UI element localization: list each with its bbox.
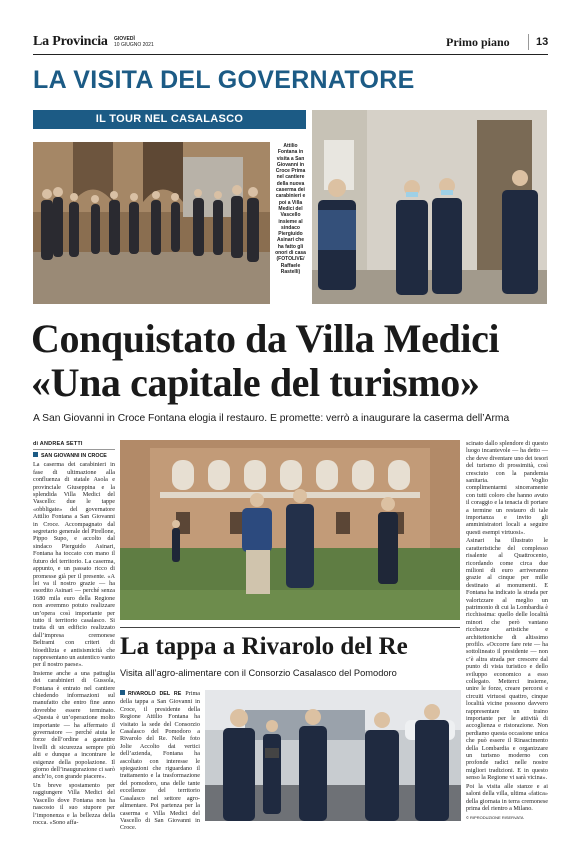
dateline-square-icon xyxy=(120,690,125,695)
byline-rule xyxy=(33,449,115,450)
dateline: SAN GIOVANNI IN CROCE xyxy=(41,453,107,459)
right-column xyxy=(466,440,548,835)
photo-caserma-visit xyxy=(33,142,270,304)
second-story-rule xyxy=(120,627,460,628)
photo-caption: Attilio Fontana in visita a San Giovanni in Croce Prima nel cantiere della nuova caserma dei carabinieri e poi a Villa Medici del Vascello insieme al sindaco Piergiuido Asinari che ha fatto gli onori di casa (FOTOLIVE/ Raffaele Rastelli) xyxy=(275,143,306,275)
photo-villa-door xyxy=(312,110,547,304)
page-number: 13 xyxy=(536,36,549,48)
second-story-text: Prima della tappa a San Giovanni in Croce, il presidente della Regione Attilio Fontana ha visitato la sede del Consorzio Casalasco del Pomodoro a Rivarolo del Re. Nelle foto Jolie Accolto dai vertici dell’azienda, Fontana ha ascoltato con interesse le spiegazioni che riguardano il trattamento e la trasformazione del pomodoro, una delle tante eccellenze del territorio Casalasco nel settore agro-alimentare. Poi partenza per la caserma e Villa Medici del Vascello di San Giovanni in Croce. xyxy=(120,690,200,832)
right-paragraph: scinato dallo splendore di questo luogo incantevole — ha detto — che deve diventare uno dei tesori del turismo di prossimità, così cresciuto con la pandemia sanitaria. Voglio complimentarmi sinceramente con tutti coloro che hanno avuto il coraggio e la tenacia di portare a termine un restauro di tale importanza e invito gli amministratori locali a seguire questi esempi virtuosi». xyxy=(466,440,548,536)
masthead-paper-name: La Provincia xyxy=(33,34,108,49)
second-story-title: La tappa a Rivarolo del Re xyxy=(120,633,408,660)
photo-villa-medici xyxy=(120,440,460,620)
subheadline: A San Giovanni in Croce Fontana elogia il restauro. E promette: verrò a inaugurare la caserma dell’Arma xyxy=(33,413,510,424)
section-name: Primo piano xyxy=(446,35,510,49)
dateline-square-icon xyxy=(33,452,38,457)
byline: di ANDREA SETTI xyxy=(33,441,83,447)
masthead-date: 10 GIUGNO 2021 xyxy=(114,42,154,48)
left-column xyxy=(33,452,115,830)
right-paragraph: Asinari ha illustrato le caratteristiche del complesso risalente al Quattrocento, ricordando come circa due milioni di euro arriveranno grazie al cinque per mille destinato ai monumenti. E Fontana ha indicato la strada per valorizzare al meglio un patrimonio di cui la Lombardia è ricchissima: quello delle località minori che però vantano ricchezze artistiche e architettoniche di altissimo profilo. «Occorre fare rete — ha sottolineato il presidente — non c’è altra strada per crescere dal punto di vista turistico e dello sviluppo economico a esso collegato. Metterci insieme, unire le forze, creare percorsi e circuiti virtuosi quattro, cinque località vicine possono davvero rappresentare un traino importante per le attività di accoglienza e ristorazione. Non perdiamo questa occasione unica che può essere il Rinascimento della Lombardia e organizzare un turismo moderno con profonde radici nelle nostre migliori tradizioni. E in questo senso la Regione vi sarà vicina». xyxy=(466,537,548,782)
second-story-subtitle: Visita all’agro-alimentare con il Consorzio Casalasco del Pomodoro xyxy=(120,668,397,678)
headline-line-1: Conquistato da Villa Medici xyxy=(31,316,500,361)
photo-rivarolo-handshake xyxy=(205,690,461,821)
second-story-body xyxy=(120,690,200,832)
banner-title: LA VISITA DEL GOVERNATORE xyxy=(33,66,415,94)
second-story-dateline: RIVAROLO DEL RE xyxy=(128,691,182,697)
banner-strap: IL TOUR NEL CASALASCO xyxy=(95,113,244,125)
left-paragraph: Un breve spostamento per raggiungere Villa Medici del Vascello dove Fontana non ha nascosto il suo stupore per l’imponenza e la bellezza della rocca. «Sono affa- xyxy=(33,781,115,826)
page-number-divider xyxy=(528,34,529,50)
left-paragraph: Insieme anche a una pattuglia dei carabinieri di Gussola, Fontana è entrato nel cantiere chiedendo informazioni sul manufatto che entro fine anno dovrebbe essere terminato. «Questa è un’operazione molto importante — ha affermato il governatore — perché aiuta le forze dell’ordine a garantire livelli di sicurezza sempre più alti e dunque a incontrare le esigenze della popolazione. Il giorno dell’inaugurazione ci sarò anch’io, con grande piacere». xyxy=(33,669,115,781)
copyright-note: © RIPRODUZIONE RISERVATA xyxy=(466,815,524,821)
masthead-rule xyxy=(33,54,548,55)
headline-line-2: «Una capitale del turismo» xyxy=(31,360,480,405)
right-paragraph: Poi la visita alle stanze e ai saloni della villa, ultima «fatica» della giornata in terra cremonese prima del rientro a Milano. xyxy=(466,782,548,812)
masthead-weekday: GIOVEDÌ xyxy=(114,36,135,42)
left-paragraph: La caserma dei carabinieri in fase di ultimazione alla confluenza di statale Asola e provinciale Giuseppina e la splendida Villa Medici del Vascello: due le tappe «obbligate» del governatore Attilio Fontana a San Giovanni in Croce. Accompagnato dal segretario generale del Pirellone, Pippo Supo, e accolto dal sindaco Pierguido Asinari, Fontana ha toccato con mano il futuro del territorio. La caserma, appunto, e un passato ricco di promesse già per il presente. «A lei va il nostro grazie — ha esordito Asinari — perché senza 1680 mila euro della Regione non avremmo potuto realizzare un’opera così importante per tutto il territorio casalasco. Si tratta di un edificio realizzato dall’impresa cremonese Beltrami con criteri di bioedilizia e antisismicità che rappresentano un autentico vanto per il nostro paese». xyxy=(33,461,115,669)
